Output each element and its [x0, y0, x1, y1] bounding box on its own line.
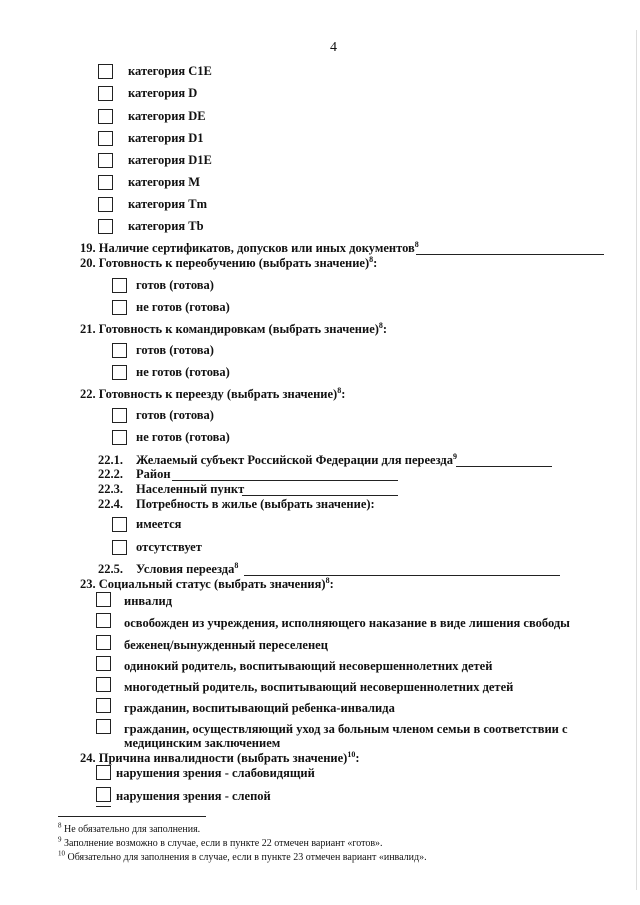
q21-ready-checkbox[interactable] — [112, 343, 127, 358]
q20-text: 20. Готовность к переобучению (выбрать значение)$^8$: — [80, 254, 378, 270]
footnote-9: $^9$ Заполнение возможно в случае, если в пункте 22 отмечен вариант «готов». — [58, 835, 383, 849]
q23-caregiver-checkbox[interactable] — [96, 719, 111, 734]
q22-3-input-line[interactable] — [242, 495, 398, 496]
q21-not-ready-checkbox[interactable] — [112, 365, 127, 380]
q21-text: 21. Готовность к командировкам (выбрать значение)$^8$: — [80, 320, 388, 336]
q22-2-input-line[interactable] — [172, 480, 398, 481]
q21-not-ready-label: не готов (готова) — [136, 365, 230, 379]
category-tb-label: категория Tb — [128, 219, 204, 233]
q23-disabled-checkbox[interactable] — [96, 592, 111, 607]
q22-4-absent-checkbox[interactable] — [112, 540, 127, 555]
q22-1-input-line[interactable] — [456, 466, 552, 467]
page-edge-line — [636, 30, 637, 890]
q22-2-text: Район — [136, 467, 171, 481]
category-d1e-label: категория D1E — [128, 153, 212, 167]
category-tm-checkbox[interactable] — [98, 197, 113, 212]
category-d1e-checkbox[interactable] — [98, 153, 113, 168]
q24-blind-label: нарушения зрения - слепой — [116, 789, 271, 803]
footnote-8: $^8$ Не обязательно для заполнения. — [58, 821, 201, 835]
q20-not-ready-checkbox[interactable] — [112, 300, 127, 315]
q23-large-family-label: многодетный родитель, воспитывающий несовершеннолетних детей — [124, 680, 514, 694]
q22-5-number: 22.5. — [98, 562, 123, 576]
footnote-separator — [58, 816, 206, 817]
q22-4-number: 22.4. — [98, 497, 123, 511]
q23-released-checkbox[interactable] — [96, 613, 111, 628]
q22-5-input-line[interactable] — [244, 575, 560, 576]
page-number: 4 — [330, 40, 337, 55]
q20-ready-label: готов (готова) — [136, 278, 214, 292]
q22-text: 22. Готовность к переезду (выбрать значение)$^8$: — [80, 385, 346, 401]
category-d1-checkbox[interactable] — [98, 131, 113, 146]
category-m-label: категория M — [128, 175, 201, 189]
q23-disabled-child-label: гражданин, воспитывающий ребенка-инвалида — [124, 701, 395, 715]
q24-blind-checkbox[interactable] — [96, 787, 111, 802]
q24-low-vision-label: нарушения зрения - слабовидящий — [116, 766, 315, 780]
q23-caregiver-label: гражданин, осуществляющий уход за больным членом семьи в соответствии с — [124, 722, 568, 736]
q22-1-text: Желаемый субъект Российской Федерации для переезда$^9$ — [136, 451, 457, 467]
q23-text: 23. Социальный статус (выбрать значения)$^8$: — [80, 575, 334, 591]
q23-disabled-child-checkbox[interactable] — [96, 698, 111, 713]
q19-input-line[interactable] — [416, 254, 604, 255]
q22-4-has-label: имеется — [136, 517, 182, 531]
q23-refugee-label: беженец/вынужденный переселенец — [124, 638, 328, 652]
q23-large-family-checkbox[interactable] — [96, 677, 111, 692]
q22-3-number: 22.3. — [98, 482, 123, 496]
category-c1e-checkbox[interactable] — [98, 64, 113, 79]
category-d-label: категория D — [128, 86, 198, 100]
category-d1-label: категория D1 — [128, 131, 204, 145]
category-de-label: категория DE — [128, 109, 206, 123]
q20-ready-checkbox[interactable] — [112, 278, 127, 293]
category-tm-label: категория Tm — [128, 197, 208, 211]
q21-ready-label: готов (готова) — [136, 343, 214, 357]
q22-4-text: Потребность в жилье (выбрать значение): — [136, 497, 375, 511]
q22-4-has-checkbox[interactable] — [112, 517, 127, 532]
q22-not-ready-label: не готов (готова) — [136, 430, 230, 444]
q23-caregiver-label-cont: медицинским заключением — [124, 736, 281, 750]
q22-ready-label: готов (готова) — [136, 408, 214, 422]
q24-text: 24. Причина инвалидности (выбрать значение)$^{10}$: — [80, 749, 360, 765]
q23-released-label: освобожден из учреждения, исполняющего наказание в виде лишения свободы — [124, 616, 570, 630]
q24-next-checkbox-edge — [96, 806, 111, 807]
q22-2-number: 22.2. — [98, 467, 123, 481]
category-c1e-label: категория C1E — [128, 64, 212, 78]
q22-5-text: Условия переезда$^8$ — [136, 560, 239, 576]
q22-not-ready-checkbox[interactable] — [112, 430, 127, 445]
category-m-checkbox[interactable] — [98, 175, 113, 190]
category-tb-checkbox[interactable] — [98, 219, 113, 234]
footnote-10: $^{10}$ Обязательно для заполнения в случае, если в пункте 23 отмечен вариант «инвалид». — [58, 849, 427, 863]
q22-1-number: 22.1. — [98, 453, 123, 467]
category-de-checkbox[interactable] — [98, 109, 113, 124]
q19-text: 19. Наличие сертификатов, допусков или иных документов$^8$ — [80, 239, 419, 255]
q22-ready-checkbox[interactable] — [112, 408, 127, 423]
q22-4-absent-label: отсутствует — [136, 540, 202, 554]
q23-refugee-checkbox[interactable] — [96, 635, 111, 650]
q20-not-ready-label: не готов (готова) — [136, 300, 230, 314]
q24-low-vision-checkbox[interactable] — [96, 765, 111, 780]
q23-disabled-label: инвалид — [124, 594, 173, 608]
q22-3-text: Населенный пункт — [136, 482, 245, 496]
q23-single-parent-checkbox[interactable] — [96, 656, 111, 671]
q23-single-parent-label: одинокий родитель, воспитывающий несовершеннолетних детей — [124, 659, 493, 673]
category-d-checkbox[interactable] — [98, 86, 113, 101]
